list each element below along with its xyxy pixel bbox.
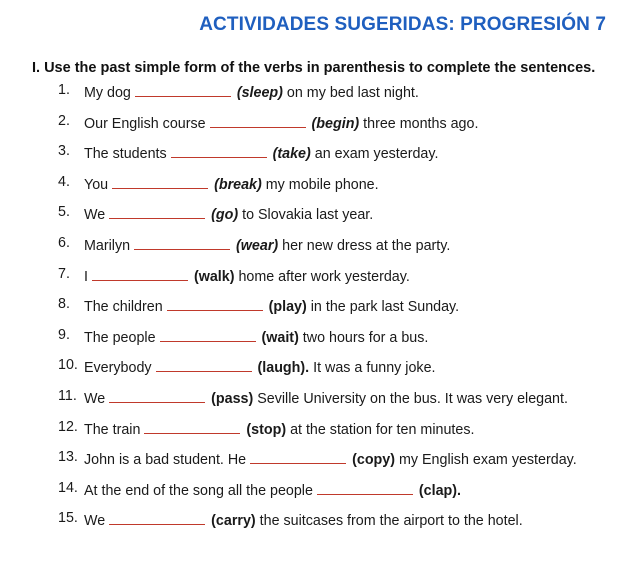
sentence-item-15 [58, 508, 616, 539]
sentence-item-7 [58, 264, 616, 295]
sentence-item-8 [58, 294, 616, 325]
answer-blank[interactable] [109, 508, 205, 525]
verb-hint: (clap). [418, 482, 461, 499]
sentence-item-3 [58, 141, 616, 172]
verb-hint: (take) [272, 146, 311, 163]
verb-hint: (carry) [211, 513, 256, 530]
verb-hint: (wear) [236, 237, 279, 254]
answer-blank[interactable] [109, 386, 205, 403]
sentence-item-4 [58, 172, 616, 203]
answer-blank[interactable] [144, 417, 240, 434]
sentence-text-after: my English exam yesterday. [395, 452, 577, 469]
item-number: 12. [58, 418, 78, 435]
sentence-text-before: Our English course [84, 115, 210, 132]
page-title: ACTIVIDADES SUGERIDAS: PROGRESIÓN 7 [199, 14, 606, 35]
sentence-text-after: Seville University on the bus. It was very elegant. [253, 390, 568, 407]
sentence-text-before: I [84, 268, 92, 285]
item-number: 15. [58, 510, 78, 527]
answer-blank[interactable] [160, 325, 256, 342]
sentence-text-after: on my bed last night. [282, 85, 419, 101]
answer-blank[interactable] [109, 202, 205, 219]
sentence-text-before: The train [84, 421, 145, 438]
verb-hint: (walk) [193, 268, 235, 285]
answer-blank[interactable] [135, 80, 231, 97]
sentence-text-after: to Slovakia last year. [238, 207, 374, 224]
item-number: 6. [58, 234, 70, 251]
sentence-item-14 [58, 478, 616, 509]
sentence-text-after: an exam yesterday. [310, 146, 439, 163]
item-number: 2. [58, 112, 70, 129]
answer-blank[interactable] [317, 478, 413, 495]
answer-blank[interactable] [92, 264, 188, 281]
sentence-item-5 [58, 202, 616, 233]
item-number: 14. [58, 479, 78, 496]
sentence-text-after: in the park last Sunday. [306, 299, 460, 316]
verb-hint: (go) [211, 207, 239, 224]
sentence-item-12 [58, 417, 616, 448]
sentence-text-after: her new dress at the party. [278, 237, 451, 254]
sentence-text-before: You [84, 176, 113, 193]
exercise-instruction: I. Use the past simple form of the verbs in parenthesis to complete the sentences. [32, 60, 596, 76]
sentence-text-before: John is a bad student. He [84, 452, 251, 469]
sentence-text-before: Everybody [84, 360, 156, 377]
item-number: 13. [58, 449, 78, 466]
sentence-item-1 [58, 80, 616, 111]
sentence-text-before: Marilyn [84, 237, 135, 254]
verb-hint: (wait) [261, 329, 299, 346]
sentence-text-after: two hours for a bus. [298, 329, 429, 346]
sentence-text-before: We [84, 390, 110, 407]
verb-hint: (sleep) [236, 85, 283, 101]
verb-hint: (laugh). [257, 360, 310, 377]
item-number: 7. [58, 265, 70, 282]
item-number: 3. [58, 143, 70, 160]
sentence-text-before: The children [84, 299, 167, 316]
sentence-item-6 [58, 233, 616, 264]
sentence-list [58, 80, 616, 539]
verb-hint: (play) [268, 299, 307, 316]
answer-blank[interactable] [210, 111, 306, 128]
verb-hint: (pass) [211, 390, 254, 407]
sentence-text-after: my mobile phone. [261, 176, 379, 193]
sentence-text-before: The students [84, 146, 171, 163]
sentence-item-9 [58, 325, 616, 356]
answer-blank[interactable] [134, 233, 230, 250]
sentence-item-11 [58, 386, 616, 417]
item-number: 1. [58, 82, 70, 98]
sentence-text-after: three months ago. [359, 115, 479, 132]
item-number: 9. [58, 326, 70, 343]
sentence-text-before: My dog [84, 85, 135, 101]
item-number: 10. [58, 357, 78, 374]
verb-hint: (stop) [246, 421, 287, 438]
verb-hint: (copy) [352, 452, 396, 469]
sentence-text-before: We [84, 207, 110, 224]
item-number: 5. [58, 204, 70, 221]
sentence-item-2 [58, 111, 616, 142]
item-number: 11. [58, 387, 77, 404]
sentence-text-after: It was a funny joke. [309, 360, 436, 377]
sentence-item-10 [58, 355, 616, 386]
sentence-text-before: The people [84, 329, 160, 346]
sentence-text-before: We [84, 513, 110, 530]
sentence-text-after: at the station for ten minutes. [286, 421, 475, 438]
sentence-text-after: home after work yesterday. [234, 268, 410, 285]
item-number: 4. [58, 173, 70, 190]
answer-blank[interactable] [171, 141, 267, 158]
sentence-item-13 [58, 447, 616, 478]
sentence-text-after: the suitcases from the airport to the hotel. [255, 513, 523, 530]
answer-blank[interactable] [112, 172, 208, 189]
answer-blank[interactable] [167, 294, 263, 311]
sentence-text-before: At the end of the song all the people [84, 482, 317, 499]
item-number: 8. [58, 296, 70, 313]
answer-blank[interactable] [156, 355, 252, 372]
answer-blank[interactable] [250, 447, 346, 464]
verb-hint: (break) [214, 176, 262, 193]
verb-hint: (begin) [311, 115, 360, 132]
